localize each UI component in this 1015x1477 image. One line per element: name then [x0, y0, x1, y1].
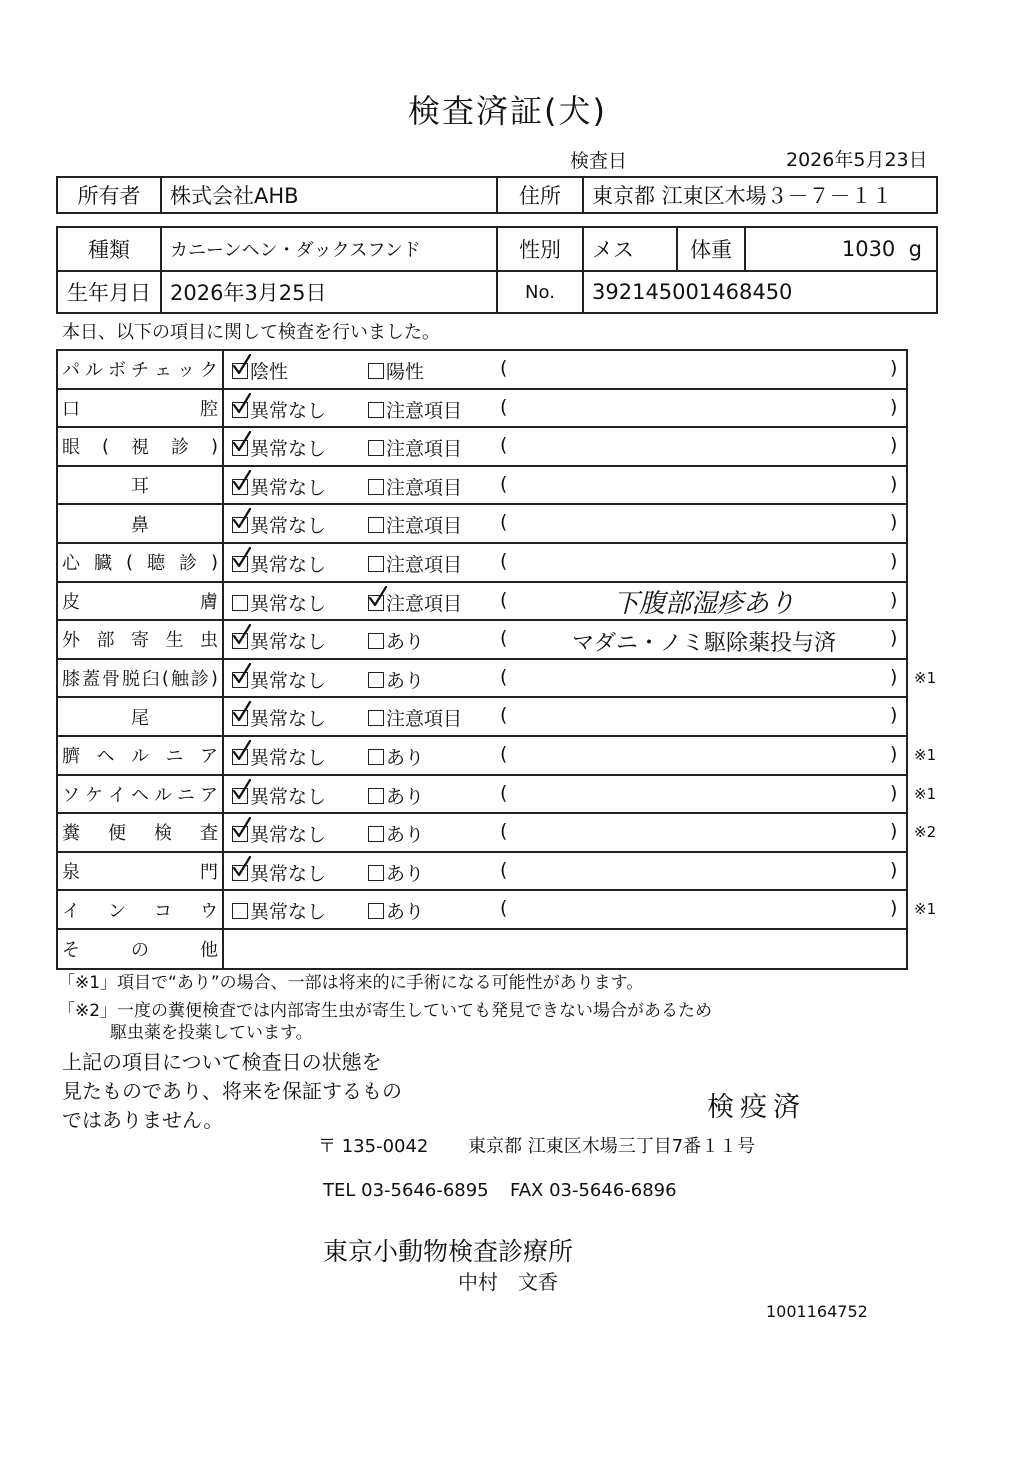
- option-flag-checkbox[interactable]: [368, 550, 462, 577]
- inspection-row: [58, 621, 906, 660]
- option-label: 異常なし: [250, 515, 327, 538]
- option-flag-checkbox[interactable]: [368, 589, 462, 616]
- checkbox-icon: [232, 479, 248, 495]
- option-normal-checkbox[interactable]: [232, 897, 326, 924]
- option-normal-checkbox[interactable]: [232, 743, 326, 770]
- option-label: あり: [386, 669, 425, 692]
- option-normal-checkbox[interactable]: [232, 396, 326, 423]
- checkbox-icon: [368, 788, 384, 804]
- checkbox-icon: [368, 672, 384, 688]
- option-flag-checkbox[interactable]: [368, 434, 462, 461]
- checkbox-icon: [232, 749, 248, 765]
- option-flag-checkbox[interactable]: [368, 743, 424, 770]
- paren-close: ): [890, 820, 898, 843]
- checkbox-icon: [368, 710, 384, 726]
- paren-open: (: [500, 549, 508, 572]
- option-label: 注意項目: [386, 476, 463, 499]
- footnote-2-continued: 駆虫薬を投薬しています。: [110, 1023, 313, 1043]
- intro-text: 本日、以下の項目に関して検査を行いました。: [62, 322, 440, 343]
- inspection-row-other: [58, 930, 906, 968]
- paren-open: (: [500, 434, 508, 457]
- inspection-row: [58, 505, 906, 544]
- inspection-row: [58, 583, 906, 622]
- check-mark-icon: [231, 624, 253, 646]
- option-label: 異常なし: [250, 708, 327, 731]
- check-mark-icon: [231, 431, 253, 453]
- option-label: 注意項目: [386, 553, 463, 576]
- option-flag-checkbox[interactable]: [368, 820, 424, 847]
- inspection-table: [56, 349, 937, 970]
- statement-line: 上記の項目について検査日の状態を: [62, 1050, 382, 1074]
- option-normal-checkbox[interactable]: [232, 627, 326, 654]
- check-mark-icon: [231, 817, 253, 839]
- checkbox-icon: [232, 363, 248, 379]
- option-normal-checkbox[interactable]: [232, 434, 326, 461]
- weight-value: 1030: [841, 237, 896, 261]
- option-label: 異常なし: [250, 553, 327, 576]
- owner-label: 所有者: [56, 176, 162, 214]
- inspection-item-label: 皮 膚: [58, 583, 224, 620]
- check-mark-icon: [231, 354, 253, 376]
- option-label: 異常なし: [250, 438, 327, 461]
- paren-close: ): [890, 357, 898, 379]
- paren-close: ): [890, 897, 898, 920]
- inspection-item-label: 心 臓 ( 聴 診 ): [58, 544, 224, 581]
- inspection-item-label: 糞 便 検 査: [58, 814, 224, 851]
- check-mark-icon: [231, 393, 253, 415]
- paren-close: ): [890, 511, 898, 534]
- paren-open: (: [500, 820, 508, 843]
- weight-unit: g: [908, 237, 922, 261]
- footnote-2: 「※2」一度の糞便検査では内部寄生虫が寄生していても発見できない場合があるため: [58, 1001, 713, 1021]
- sex-label: 性別: [496, 226, 584, 272]
- paren-open: (: [500, 511, 508, 534]
- document-title: 検査済証(犬): [408, 92, 607, 130]
- paren-open: (: [500, 704, 508, 727]
- option-normal-checkbox[interactable]: [232, 704, 326, 731]
- option-label: 異常なし: [250, 785, 327, 808]
- breed-value: カニーンヘン・ダックスフンド: [160, 226, 498, 272]
- footnote-reference: ※1: [914, 784, 937, 803]
- option-normal-checkbox[interactable]: [232, 473, 326, 500]
- option-flag-checkbox[interactable]: [368, 396, 462, 423]
- paren-close: ): [890, 627, 898, 650]
- breed-label: 種類: [56, 226, 162, 272]
- footnote-1: 「※1」項目で“あり”の場合、一部は将来的に手術になる可能性があります。: [58, 973, 644, 993]
- inspection-item-label: 口 腔: [58, 390, 224, 427]
- paren-close: ): [890, 781, 898, 804]
- paren-open: (: [500, 742, 508, 765]
- inspection-item-label: ソ ケ イ ヘ ル ニ ア: [58, 776, 224, 813]
- option-normal-checkbox[interactable]: [232, 666, 326, 693]
- option-flag-checkbox[interactable]: [368, 782, 424, 809]
- paren-close: ): [890, 549, 898, 572]
- option-normal-checkbox[interactable]: [232, 820, 326, 847]
- inspection-row: [58, 660, 937, 699]
- paren-open: (: [500, 588, 508, 611]
- inspection-row: [58, 544, 906, 583]
- checkbox-icon: [368, 595, 384, 611]
- option-label: 異常なし: [250, 592, 327, 615]
- sex-value: メス: [582, 226, 678, 272]
- option-label: あり: [386, 862, 425, 885]
- checkbox-icon: [368, 633, 384, 649]
- paren-open: (: [500, 858, 508, 881]
- paren-close: ): [890, 434, 898, 457]
- checkbox-icon: [232, 517, 248, 533]
- weight-label: 体重: [676, 226, 746, 272]
- other-label: そ の 他: [58, 930, 224, 968]
- option-label: 注意項目: [386, 592, 463, 615]
- footnote-reference: ※1: [914, 745, 937, 764]
- option-label: 注意項目: [386, 515, 463, 538]
- birth-label: 生年月日: [56, 270, 162, 314]
- option-normal-checkbox[interactable]: [232, 357, 288, 384]
- checkbox-icon: [368, 402, 384, 418]
- option-label: あり: [386, 631, 425, 654]
- check-mark-icon: [231, 856, 253, 878]
- option-label: 陰性: [250, 361, 289, 383]
- footnote-reference: ※2: [914, 823, 937, 842]
- option-label: あり: [386, 785, 425, 808]
- inspection-row: [58, 737, 937, 776]
- option-label: あり: [386, 901, 425, 924]
- checkbox-icon: [232, 672, 248, 688]
- checkbox-icon: [232, 710, 248, 726]
- paren-open: (: [500, 472, 508, 495]
- paren-close: ): [890, 395, 898, 418]
- checkbox-icon: [368, 440, 384, 456]
- inspection-item-label: イ ン コ ウ: [58, 891, 224, 928]
- paren-close: ): [890, 472, 898, 495]
- paren-close: ): [890, 665, 898, 688]
- number-label: No.: [496, 270, 584, 314]
- option-label: 注意項目: [386, 438, 463, 461]
- check-mark-icon: [367, 586, 389, 608]
- checkbox-icon: [232, 903, 248, 919]
- check-mark-icon: [231, 508, 253, 530]
- option-label: 異常なし: [250, 824, 327, 847]
- check-mark-icon: [231, 663, 253, 685]
- paren-open: (: [500, 627, 508, 650]
- statement-line: 見たものであり、将来を保証するもの: [62, 1079, 402, 1103]
- checkbox-icon: [368, 517, 384, 533]
- birth-value: 2026年3月25日: [160, 270, 498, 314]
- serial-number: 1001164752: [766, 1302, 868, 1321]
- footnote-reference: ※1: [914, 668, 937, 687]
- option-label: 異常なし: [250, 399, 327, 422]
- paren-open: (: [500, 357, 508, 379]
- checkbox-icon: [368, 865, 384, 881]
- clinic-address: 東京都 江東区木場三丁目7番１１号: [468, 1136, 756, 1157]
- inspection-item-label: 泉 門: [58, 853, 224, 890]
- checkbox-icon: [232, 440, 248, 456]
- option-label: 異常なし: [250, 746, 327, 769]
- option-label: 注意項目: [386, 708, 463, 731]
- option-label: 異常なし: [250, 476, 327, 499]
- inspection-row: [58, 351, 906, 390]
- inspection-row: [58, 698, 906, 737]
- option-normal-checkbox[interactable]: [232, 782, 326, 809]
- option-flag-checkbox[interactable]: [368, 357, 424, 384]
- checkbox-icon: [368, 826, 384, 842]
- check-mark-icon: [231, 740, 253, 762]
- weight-field: [744, 226, 938, 272]
- option-label: 異常なし: [250, 669, 327, 692]
- option-flag-checkbox[interactable]: [368, 704, 462, 731]
- inspection-row: [58, 390, 906, 429]
- option-flag-checkbox[interactable]: [368, 627, 424, 654]
- clinic-name: 東京小動物検査診療所: [323, 1237, 574, 1266]
- option-label: あり: [386, 746, 425, 769]
- checkbox-icon: [368, 903, 384, 919]
- option-flag-checkbox[interactable]: [368, 666, 424, 693]
- check-mark-icon: [231, 779, 253, 801]
- paren-open: (: [500, 897, 508, 920]
- option-normal-checkbox[interactable]: [232, 859, 326, 886]
- inspection-item-label: 膝 蓋 骨 脱 臼 ( 触 診 ): [58, 660, 224, 697]
- inspection-item-label: パ ル ボ チ ェ ッ ク: [58, 351, 224, 388]
- inspection-note: マダニ・ノミ駆除薬投与済: [571, 631, 836, 657]
- inspection-item-label: 耳: [58, 467, 224, 504]
- option-flag-checkbox[interactable]: [368, 897, 424, 924]
- clinic-phone: TEL 03-5646-6895: [323, 1180, 489, 1201]
- option-label: 異常なし: [250, 631, 327, 654]
- option-label: 異常なし: [250, 901, 327, 924]
- address-value: 東京都 江東区木場３－７－１１: [582, 176, 938, 214]
- inspection-row: [58, 467, 906, 506]
- option-label: 異常なし: [250, 862, 327, 885]
- inspection-item-label: 外 部 寄 生 虫: [58, 621, 224, 658]
- option-flag-checkbox[interactable]: [368, 859, 424, 886]
- number-value: 392145001468450: [582, 270, 938, 314]
- check-mark-icon: [231, 701, 253, 723]
- checkbox-icon: [368, 556, 384, 572]
- checkbox-icon: [232, 402, 248, 418]
- paren-close: ): [890, 588, 898, 611]
- option-flag-checkbox[interactable]: [368, 511, 462, 538]
- inspection-row: [58, 814, 937, 853]
- checkbox-icon: [368, 479, 384, 495]
- inspection-item-label: 眼 ( 視 診 ): [58, 428, 224, 465]
- checkbox-icon: [232, 633, 248, 649]
- option-label: 注意項目: [386, 399, 463, 422]
- checkbox-icon: [232, 788, 248, 804]
- owner-value: 株式会社AHB: [160, 176, 498, 214]
- checkbox-icon: [232, 826, 248, 842]
- quarantine-stamp: 検疫済: [707, 1092, 806, 1123]
- paren-close: ): [890, 704, 898, 727]
- exam-date-value: 2026年5月23日: [786, 149, 928, 171]
- option-label: あり: [386, 824, 425, 847]
- paren-close: ): [890, 858, 898, 881]
- inspection-row: [58, 776, 937, 815]
- option-normal-checkbox[interactable]: [232, 511, 326, 538]
- option-normal-checkbox[interactable]: [232, 589, 326, 616]
- option-normal-checkbox[interactable]: [232, 550, 326, 577]
- inspection-row: [58, 891, 937, 930]
- checkbox-icon: [232, 556, 248, 572]
- checkbox-icon: [368, 749, 384, 765]
- checkbox-icon: [368, 363, 384, 379]
- inspection-item-label: 臍 ヘ ル ニ ア: [58, 737, 224, 774]
- option-flag-checkbox[interactable]: [368, 473, 462, 500]
- checkbox-icon: [232, 595, 248, 611]
- paren-open: (: [500, 665, 508, 688]
- check-mark-icon: [231, 470, 253, 492]
- paren-close: ): [890, 742, 898, 765]
- paren-open: (: [500, 395, 508, 418]
- clinic-fax: FAX 03-5646-6896: [510, 1180, 677, 1201]
- statement-line: ではありません。: [62, 1108, 224, 1132]
- inspection-row: [58, 853, 906, 892]
- inspection-note: 下腹部湿疹あり: [612, 588, 795, 619]
- paren-open: (: [500, 781, 508, 804]
- disclaimer-statement: [62, 1048, 402, 1135]
- check-mark-icon: [231, 547, 253, 569]
- inspection-item-label: 尾: [58, 698, 224, 735]
- footnote-reference: ※1: [914, 900, 937, 919]
- clinic-postal: 〒 135-0042: [318, 1136, 429, 1157]
- veterinarian-name: 中村 文香: [458, 1270, 558, 1294]
- checkbox-icon: [232, 865, 248, 881]
- option-label: 陽性: [386, 361, 425, 383]
- exam-date-label: 検査日: [570, 150, 628, 172]
- inspection-item-label: 鼻: [58, 505, 224, 542]
- inspection-row: [58, 428, 906, 467]
- address-label: 住所: [496, 176, 584, 214]
